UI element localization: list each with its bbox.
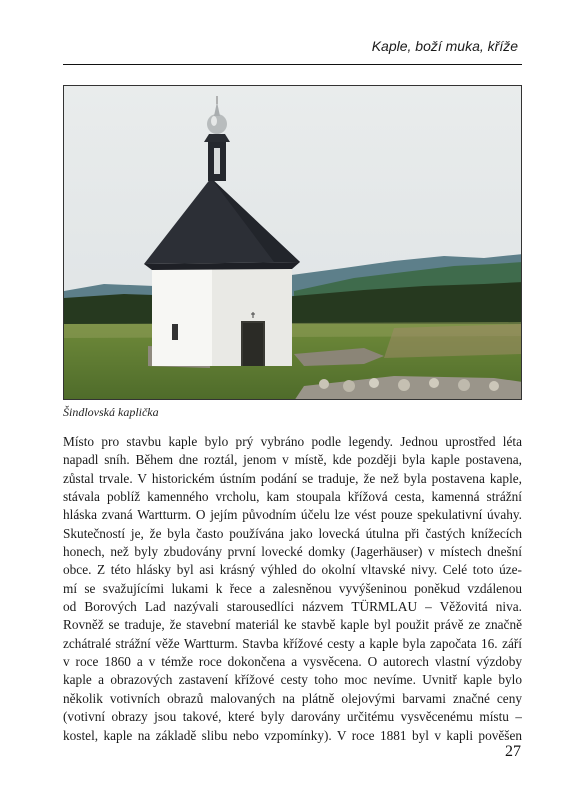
body-line: v roce 1860 a v témže roce dokončena a vysvěcena. O autorech vlastní výzdoby (63, 654, 522, 670)
body-line: mí se svažujícími lukami k řece a zalesněnou vyvýšeninou poněkud vzdálenou (63, 580, 522, 596)
header-rule (63, 64, 522, 65)
body-line: kostel, kaple na základě slibu nebo vzpomínky). V roce 1881 byl v kapli pověšen (63, 727, 522, 743)
body-text (63, 433, 522, 745)
body-line: kaple a obrazových zastavení křížové cesty toho moc nevíme. Uvnitř kaple bylo (63, 672, 522, 688)
running-header: Kaple, boží muka, kříže (371, 38, 518, 54)
body-line: (votivní obrazy jsou takové, které byly darovány určitému vysvěcenému místu – (63, 709, 522, 725)
body-line: obce. Z této hlásky byl asi krásný výhled do okolní vltavské nivy. Celé toto úze- (63, 562, 522, 578)
body-line: Skutečností je, že byla často používána jako lovecká útulna při častých knížecích (63, 525, 522, 541)
chapel-photo-drawing (64, 86, 522, 400)
body-line: zchátralé strážní věže Wartturm. Stavba křížové cesty a kaple byla započata 16. září (63, 635, 522, 651)
body-line: od Borových Lad nazývali starousedlíci názvem TÜRMLAU – Věžovitá niva. (63, 599, 522, 615)
chapel-photo (63, 85, 522, 400)
body-line: hláska zvaná Wartturm. O jejím původním účelu lze vést pouze spekulativní úvahy. (63, 507, 522, 523)
body-line: napadl sníh. Během dne roztál, jenom v místě, kde později byla kaple postavena, (63, 452, 522, 468)
body-line: zůstal trvale. V historickém ústním podání se traduje, že než byla postavena kaple, (63, 470, 522, 486)
figure-caption: Šindlovská kaplička (63, 405, 159, 419)
page-number: 27 (505, 743, 521, 760)
body-line: stávala poblíž kamenného vrcholu, kam stoupala křížová cesta, kamenná strážní (63, 489, 522, 505)
body-line: Rovněž se traduje, že stavební materiál ke stavbě kaple byl použit právě ze značně (63, 617, 522, 633)
body-line: několik votivních obrazů malovaných na plátně olejovými barvami značné ceny (63, 690, 522, 706)
body-line: Místo pro stavbu kaple bylo prý vybráno podle legendy. Jednou uprostřed léta (63, 434, 522, 449)
body-line: honech, než byly zbudovány první lovecké domky (Jagerhäuser) v místech dnešní (63, 544, 522, 560)
